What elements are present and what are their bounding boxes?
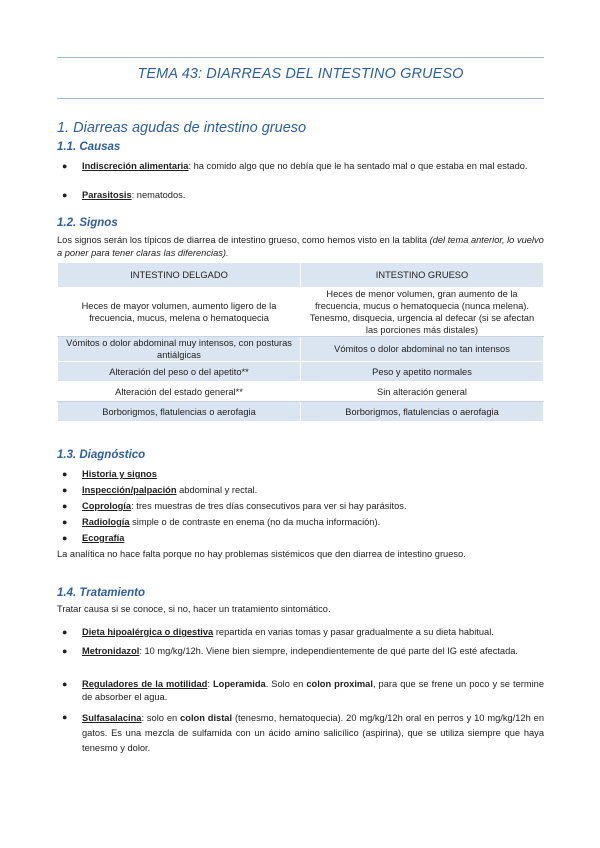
tratamiento-text: : 10 mg/kg/12h. Viene bien siempre, independientemente de qué parte del IG esté afectada. xyxy=(139,646,519,656)
table-cell: Heces de menor volumen, gran aumento de la frecuencia, mucus o hematoquecia (nunca melena). Tenesmo, disquecia, urgencia al defecar (si se afectan las porciones más distales) xyxy=(301,288,544,337)
tratamiento-text: . Solo en xyxy=(265,679,307,689)
tratamiento-bold: Loperamida xyxy=(212,679,266,689)
table-row xyxy=(58,337,544,362)
list-item-tratamiento-1 xyxy=(62,626,544,639)
table-cell: Sin alteración general xyxy=(301,382,544,402)
subsection-diagnostico-heading: 1.3. Diagnóstico xyxy=(57,449,146,461)
bullet-icon: ● xyxy=(62,190,68,200)
bullet-icon: ● xyxy=(62,485,68,495)
bullet-icon: ● xyxy=(62,161,68,171)
bullet-icon: ● xyxy=(62,627,68,637)
list-item-diagnostico-4 xyxy=(62,516,544,529)
table-cell: Alteración del peso o del apetito** xyxy=(58,362,301,382)
diagnostico-term: Coprología xyxy=(82,501,132,511)
subsection-causas-heading: 1.1. Causas xyxy=(57,141,121,153)
table-row xyxy=(58,382,544,402)
causa-term: Indiscreción alimentaria xyxy=(82,161,189,171)
list-item-diagnostico-2 xyxy=(62,484,544,497)
tratamiento-bold: colon proximal xyxy=(306,679,373,689)
page-title: TEMA 43: DIARREAS DEL INTESTINO GRUESO xyxy=(137,66,464,82)
table-cell: Borborigmos, flatulencias o aerofagia xyxy=(58,402,301,422)
signos-intro-text: Los signos serán los típicos de diarrea de intestino grueso, como hemos visto en la tablita xyxy=(57,235,430,245)
tratamiento-text: : xyxy=(207,679,213,689)
bullet-icon: ● xyxy=(62,517,68,527)
bullet-icon: ● xyxy=(62,469,68,479)
diagnostico-term: Ecografía xyxy=(82,533,125,543)
bullet-icon: ● xyxy=(62,501,68,511)
diagnostico-term: Radiología xyxy=(82,517,130,527)
section-heading: 1. Diarreas agudas de intestino grueso xyxy=(57,120,307,136)
table-cell: Borborigmos, flatulencias o aerofagia xyxy=(301,402,544,422)
bullet-icon: ● xyxy=(62,712,68,722)
tratamiento-term: Sulfasalacina xyxy=(82,713,142,723)
table-cell: Peso y apetito normales xyxy=(301,362,544,382)
tratamiento-intro: Tratar causa si se conoce, si no, hacer un tratamiento sintomático. xyxy=(57,604,331,614)
title-top-rule xyxy=(57,57,544,58)
causa-term: Parasitosis xyxy=(82,190,132,200)
subsection-tratamiento-heading: 1.4. Tratamiento xyxy=(57,587,145,599)
signos-intro xyxy=(57,234,544,260)
tratamiento-bold: colon distal xyxy=(180,713,233,723)
causa-text: : nematodos. xyxy=(131,190,186,200)
table-cell: Alteración del estado general** xyxy=(58,382,301,402)
tratamiento-text: (tenesmo, hematoquecia). 20 mg/kg/12h oral en perros y 10 mg/kg/12h en gatos. Es una mezcla de sulfamida con un ácido amino salicílico (aspirina), que se utiliza siempre que haya tenesmo y dolor. xyxy=(82,713,544,753)
diagnostico-text: abdominal y rectal. xyxy=(176,485,258,495)
diagnostico-text: simple o de contraste en enema (no da mucha información). xyxy=(129,517,381,527)
signos-intro-italic: (del tema anterior, lo vuelvo a poner para tener claras las diferencias). xyxy=(57,235,544,258)
table-header-row xyxy=(58,263,544,288)
diagnostico-text: : tres muestras de tres días consecutivos para ver si hay parásitos. xyxy=(131,501,407,511)
bullet-icon: ● xyxy=(62,646,68,656)
bullet-icon: ● xyxy=(62,533,68,543)
table-cell: Vómitos o dolor abdominal muy intensos, con posturas antiálgicas xyxy=(58,337,301,362)
list-item-causa-2 xyxy=(62,189,544,202)
signos-table xyxy=(57,262,544,422)
list-item-tratamiento-2 xyxy=(62,645,544,658)
table-header: INTESTINO DELGADO xyxy=(58,263,301,288)
tratamiento-text: , para que se frene un poco y se termine de absorber el agua. xyxy=(82,679,544,702)
list-item-tratamiento-4 xyxy=(62,711,544,756)
tratamiento-term: Dieta hipoalérgica o digestiva xyxy=(82,627,214,637)
tratamiento-text: repartida en varias tomas y pasar gradualmente a su dieta habitual. xyxy=(213,627,494,637)
tratamiento-text: : solo en xyxy=(141,713,181,723)
title-bottom-rule xyxy=(57,98,544,99)
causa-text: : ha comido algo que no debía que le ha sentado mal o que estaba en mal estado. xyxy=(188,161,528,171)
table-cell: Vómitos o dolor abdominal no tan intensos xyxy=(301,337,544,362)
table-cell: Heces de mayor volumen, aumento ligero de la frecuencia, mucus, melena o hematoquecia xyxy=(58,288,301,337)
tratamiento-term: Metronidazol xyxy=(82,646,140,656)
table-row xyxy=(58,362,544,382)
bullet-icon: ● xyxy=(62,679,68,689)
diagnostico-note: La analítica no hace falta porque no hay problemas sistémicos que den diarrea de intestino grueso. xyxy=(57,549,466,559)
list-item-diagnostico-3 xyxy=(62,500,544,513)
list-item-diagnostico-5 xyxy=(62,532,544,545)
table-header: INTESTINO GRUESO xyxy=(301,263,544,288)
list-item-causa-1 xyxy=(62,160,544,173)
list-item-tratamiento-3 xyxy=(62,678,544,704)
table-row xyxy=(58,288,544,337)
list-item-diagnostico-1 xyxy=(62,468,544,481)
subsection-signos-heading: 1.2. Signos xyxy=(57,217,118,229)
table-row xyxy=(58,402,544,422)
tratamiento-term: Reguladores de la motilidad xyxy=(82,679,208,689)
diagnostico-term: Historia y signos xyxy=(82,469,157,479)
diagnostico-term: Inspección/palpación xyxy=(82,485,177,495)
